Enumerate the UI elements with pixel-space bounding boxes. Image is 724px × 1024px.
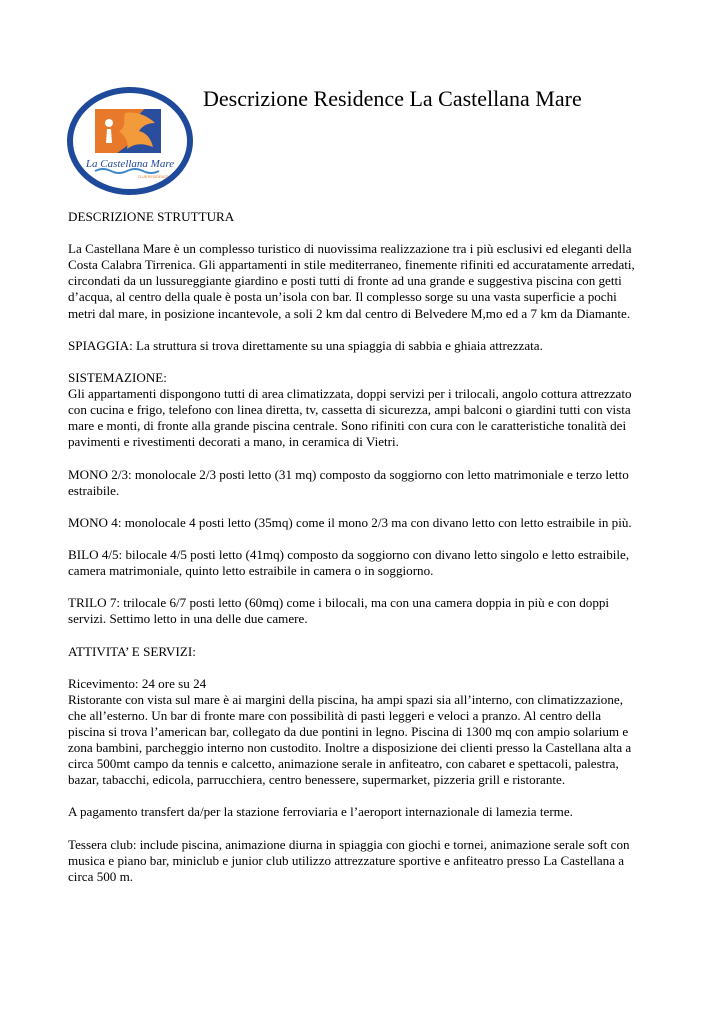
text-line: piscina si trova l’american bar, collegato da due pontini in legno. Piscina di 1300 mq con ampio solarium e [68, 724, 629, 739]
text-line: ATTIVITA’ E SERVIZI: [68, 643, 196, 659]
text-line: MONO 4: monolocale 4 posti letto (35mq) come il mono 2/3 ma con divano letto con letto estraibile in più. [68, 514, 632, 530]
text-line: mare e monti, di fronte alla grande piscina centrale. Sono rifiniti con cura con le caratteristiche tonalità dei [68, 418, 627, 434]
text-line: SPIAGGIA: La struttura si trova direttamente su una spiaggia di sabbia e ghiaia attrezzata. [68, 337, 543, 353]
text-line: con cucina e frigo, telefono con linea diretta, tv, cassetta di sicurezza, ampi balconi o giardini tutti con vista [68, 402, 631, 418]
text-line: Tessera club: include piscina, animazione diurna in spiaggia con giochi e tornei, animazione serale soft con [68, 836, 630, 852]
page-title: Descrizione Residence La Castellana Mare [203, 86, 582, 111]
text-line: BILO 4/5: bilocale 4/5 posti letto (41mq) composto da soggiorno con divano letto singolo e letto estraibile, [68, 546, 630, 562]
text-line: DESCRIZIONE STRUTTURA [68, 209, 235, 224]
text-line: pavimenti e rivestimenti decorati a mano, in ceramica di Vietri. [68, 434, 399, 450]
text-line: MONO 2/3: monolocale 2/3 posti letto (31 mq) composto da soggiorno con letto matrimoniale e terzo letto [68, 466, 629, 482]
paragraph [68, 241, 668, 321]
paragraph [68, 676, 668, 789]
paragraph [68, 515, 668, 531]
text-line: zona bambini, parcheggio interno non custodito. Inoltre a disposizione dei clienti presso la Castellana alta a [68, 740, 632, 756]
paragraph [68, 595, 668, 627]
paragraph [68, 209, 668, 225]
text-line: Gli appartamenti dispongono tutti di area climatizzata, doppi servizi per i trilocali, angolo cottura attrezzato [68, 386, 632, 402]
document-body [68, 209, 668, 901]
paragraph [68, 467, 668, 499]
text-line: TRILO 7: trilocale 6/7 posti letto (60mq) come i bilocali, ma con una camera doppia in più e con doppi [68, 595, 610, 611]
text-line: bazar, tabacchi, edicola, parrucchiera, centro benessere, supermarket, pizzeria grill e ristorante. [68, 772, 566, 788]
text-line: d’acqua, al centro della quale è posta un’isola con bar. Il complesso sorge su una vasta superficie a pochi [68, 289, 617, 305]
paragraph [68, 804, 668, 820]
paragraph [68, 370, 668, 450]
text-line: estraibile. [68, 482, 120, 498]
text-line: Ristorante con vista sul mare è ai margini della piscina, ha ampi spazi sia all’interno, con climatizzazione, [68, 691, 623, 707]
text-line: metri dal mare, in posizione incantevole, a soli 2 km dal centro di Belvedere M,mo ed a 7 km da Diamante. [68, 305, 631, 321]
paragraph [68, 338, 668, 354]
logo-brand-text: La Castellana Mare [85, 158, 175, 170]
text-line: camera matrimoniale, quinto letto estraibile in camera o in soggiorno. [68, 563, 434, 579]
text-line: La Castellana Mare è un complesso turistico di nuovissima realizzazione tra i più esclusivi ed eleganti della [68, 241, 632, 257]
paragraph [68, 644, 668, 660]
text-line: A pagamento transfert da/per la stazione ferroviaria e l’aeroport internazionale di lamezia terme. [68, 804, 573, 820]
text-line: circa 500 m. [68, 868, 134, 884]
paragraph [68, 547, 668, 579]
paragraph [68, 837, 668, 885]
logo-sub-text: CLUB RESIDENCE [137, 175, 169, 179]
text-line: che all’esterno. Un bar di fronte mare con possibilità di pasti leggeri e veloci a pranzo. Al centro della [68, 707, 602, 723]
text-line: servizi. Settimo letto in una delle due camere. [68, 611, 308, 627]
text-line: Costa Calabra Tirrenica. Gli appartamenti in stile mediterraneo, finemente rifiniti ed accuratamente arredati, [68, 257, 635, 273]
text-line: Ricevimento: 24 ore su 24 [68, 675, 207, 691]
text-line: musica e piano bar, miniclub e junior club utilizzo attrezzature sportive e anfiteatro presso La Castellana a [68, 852, 625, 868]
text-line: circa 500mt campo da tennis e calcetto, animazione serale in anfiteatro, con cabaret e spettacoli, palestra, [68, 756, 619, 772]
text-line: SISTEMAZIONE: [68, 369, 167, 385]
text-line: circondati da un lussureggiante giardino e posti tutti di fronte ad una grande e suggestiva piscina con getti [68, 273, 622, 289]
castellana-mare-logo [67, 87, 193, 195]
